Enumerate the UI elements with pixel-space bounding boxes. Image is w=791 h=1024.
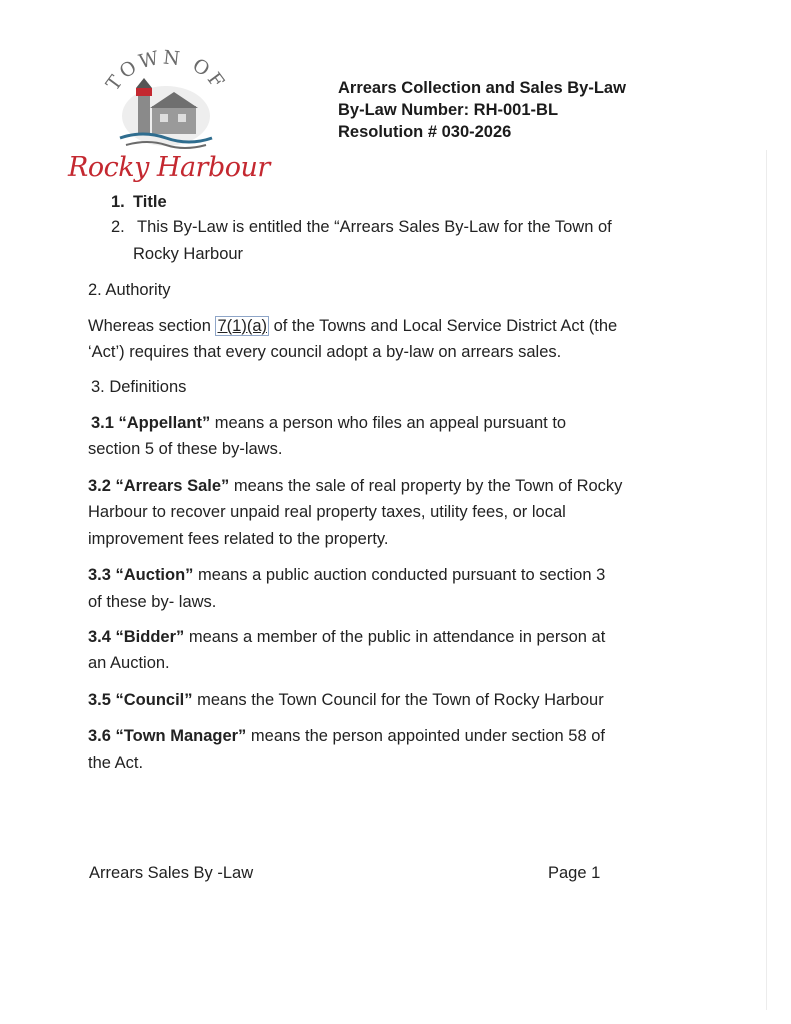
act-section-reference-link[interactable]: 7(1)(a)	[217, 317, 267, 335]
definition-3-1-line-1	[91, 410, 566, 436]
list-number-1: 1.	[111, 193, 125, 211]
definition-3-6-line-2: the Act.	[88, 754, 144, 772]
scan-edge-line	[766, 150, 767, 1010]
definition-term: 3.2 “Arrears Sale”	[88, 477, 230, 495]
definition-text: means the sale of real property by the Town of Rocky	[229, 477, 623, 495]
logo-arc-text: TOWN OF	[101, 48, 231, 95]
definition-3-1-line-2: section 5 of these by-laws.	[88, 440, 283, 458]
section-title-heading: Title	[133, 193, 167, 211]
title-text-line-1: This By-Law is entitled the “Arrears Sales By-Law for the Town of	[137, 218, 612, 236]
list-number-2: 2.	[111, 218, 125, 236]
definition-3-6-line-1	[88, 723, 605, 749]
logo-emblem-icon	[68, 48, 264, 160]
definition-3-5-line-1	[88, 687, 604, 713]
authority-line-1	[88, 313, 617, 339]
definition-3-2-line-3: improvement fees related to the property.	[88, 530, 389, 548]
definition-text: means a public auction conducted pursuant to section 3	[193, 566, 606, 584]
definition-term: 3.3 “Auction”	[88, 566, 194, 584]
definition-text: means a member of the public in attendance in person at	[184, 628, 606, 646]
authority-line-2: ‘Act’) requires that every council adopt a by-law on arrears sales.	[88, 343, 562, 361]
page-number: Page 1	[548, 864, 601, 882]
definition-3-3-line-1	[88, 562, 605, 588]
definition-3-4-line-1	[88, 624, 605, 650]
definition-term: 3.6 “Town Manager”	[88, 727, 247, 745]
resolution-number: Resolution # 030-2026	[338, 123, 512, 141]
town-logo	[68, 48, 270, 183]
definition-term: 3.1 “Appellant”	[91, 414, 211, 432]
bylaw-title: Arrears Collection and Sales By-Law	[338, 79, 626, 97]
definition-text: means the Town Council for the Town of Rocky Harbour	[192, 691, 604, 709]
definition-3-2-line-1	[88, 473, 622, 499]
authority-heading: 2. Authority	[88, 281, 171, 299]
authority-line-1-post: of the Towns and Local Service District Act (the	[269, 317, 618, 335]
title-text-line-2: Rocky Harbour	[133, 245, 244, 263]
authority-line-1-pre: Whereas section	[88, 317, 216, 335]
footer-title: Arrears Sales By -Law	[89, 864, 254, 882]
definition-3-2-line-2: Harbour to recover unpaid real property taxes, utility fees, or local	[88, 503, 566, 521]
definition-3-4-line-2: an Auction.	[88, 654, 170, 672]
definition-term: 3.5 “Council”	[88, 691, 193, 709]
logo-town-name: Rocky Harbour	[68, 152, 270, 183]
definition-3-3-line-2: of these by- laws.	[88, 593, 217, 611]
document-header	[338, 77, 626, 143]
definition-term: 3.4 “Bidder”	[88, 628, 185, 646]
definition-text: means a person who files an appeal pursuant to	[210, 414, 567, 432]
bylaw-number: By-Law Number: RH-001-BL	[338, 101, 559, 119]
definitions-heading: 3. Definitions	[91, 378, 187, 396]
definition-text: means the person appointed under section 58 of	[246, 727, 605, 745]
